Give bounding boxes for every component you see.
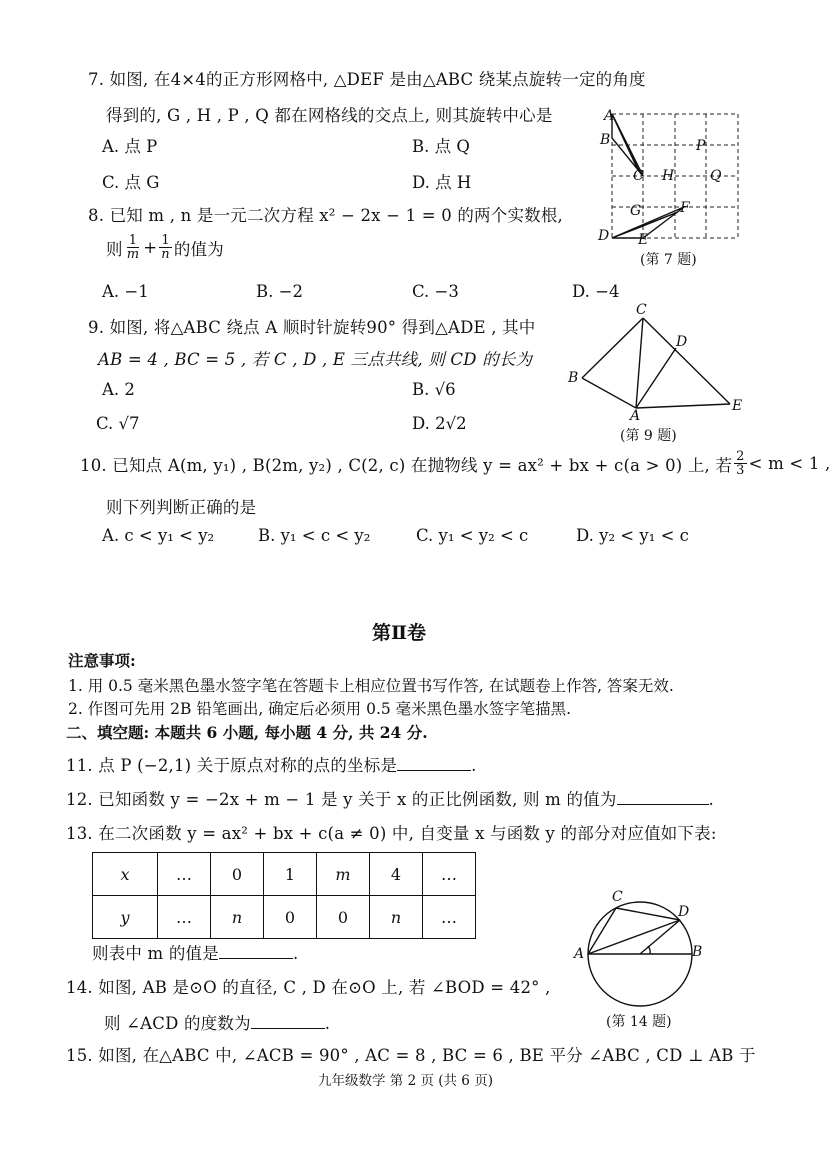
q14-label-c: C: [612, 889, 623, 905]
q8-option-a: A. −1: [102, 282, 149, 301]
table-cell: y: [93, 896, 158, 939]
q8-option-b: B. −2: [256, 282, 303, 301]
table-cell: 1: [264, 853, 317, 896]
q14-end: .: [324, 1014, 331, 1033]
q11-answer-blank[interactable]: [397, 770, 471, 771]
page-footer: 九年级数学 第 2 页 (共 6 页): [318, 1073, 493, 1089]
q11-line: [66, 752, 477, 776]
q8-option-c: C. −3: [412, 282, 459, 301]
q10-prefix: 10. 已知点 A(m, y₁) , B(2m, y₂) , C(2, c) 在抛物线 y = ax² + bx + c(a > 0) 上, 若: [80, 455, 733, 475]
q7-option-a: A. 点 P: [102, 137, 158, 156]
q12-text: 12. 已知函数 y = −2x + m − 1 是 y 关于 x 的正比例函数, 则 m 的值为: [66, 790, 617, 809]
table-cell: 4: [370, 853, 423, 896]
q14-label-d: D: [678, 904, 690, 920]
q9-option-a: A. 2: [102, 380, 135, 399]
q7-option-c: C. 点 G: [102, 173, 160, 192]
q11-text: 11. 点 P (−2,1) 关于原点对称的点的坐标是: [66, 756, 398, 775]
table-cell: m: [317, 853, 370, 896]
q8-option-d: D. −4: [572, 282, 620, 301]
table-cell: 0: [264, 896, 317, 939]
q7-label-p: P: [696, 138, 706, 154]
table-cell: 0: [211, 853, 264, 896]
q12-answer-blank[interactable]: [617, 804, 709, 805]
q9-label-a: A: [630, 408, 641, 424]
q10-line1: [80, 450, 830, 477]
q10-frac-den: 3: [736, 463, 745, 478]
q10-fraction: [734, 450, 746, 477]
q7-label-h: H: [662, 168, 675, 184]
table-cell: …: [423, 853, 476, 896]
q11-end: .: [471, 756, 477, 775]
table-row: [93, 896, 476, 939]
table-cell: n: [211, 896, 264, 939]
q9-line1: 9. 如图, 将△ABC 绕点 A 顺时针旋转90° 得到△ADE , 其中: [88, 318, 536, 337]
q12-end: .: [708, 790, 714, 809]
table-cell: …: [423, 896, 476, 939]
q9-caption: (第 9 题): [620, 428, 677, 444]
q14-label-b: B: [692, 944, 703, 960]
q9-triangle-figure: [580, 316, 743, 416]
q8-suffix: 的值为: [173, 239, 224, 259]
q8-line1: 8. 已知 m , n 是一元二次方程 x² − 2x − 1 = 0 的两个实数根,: [88, 206, 563, 225]
q14-caption: (第 14 题): [606, 1014, 672, 1030]
q7-line2: 得到的, G , H , P , Q 都在网格线的交点上, 则其旋转中心是: [106, 106, 553, 125]
q10-line2: 则下列判断正确的是: [106, 498, 257, 517]
q10-option-b: B. y₁ < c < y₂: [258, 526, 371, 545]
q7-label-d: D: [598, 228, 610, 244]
q12-line: [66, 786, 714, 810]
q10-option-a: A. c < y₁ < y₂: [102, 526, 215, 545]
q9-option-c: C. √7: [96, 414, 140, 433]
q8-plus: +: [143, 238, 158, 257]
q7-label-g: G: [630, 203, 642, 219]
q9-option-d: D. 2√2: [412, 414, 467, 433]
table-cell: 0: [317, 896, 370, 939]
q8-frac1-den: m: [126, 247, 140, 262]
table-cell: …: [158, 896, 211, 939]
q8-line2: [106, 234, 224, 261]
q10-suffix: < m < 1 ,: [748, 454, 830, 473]
q9-option-b: B. √6: [412, 380, 456, 399]
q7-label-f: F: [680, 200, 690, 216]
q7-label-e: E: [638, 232, 649, 248]
q13-end: .: [292, 944, 299, 963]
q10-option-c: C. y₁ < y₂ < c: [416, 526, 529, 545]
q13-after-text: 则表中 m 的值是: [92, 944, 219, 963]
q9-label-c: C: [636, 302, 647, 318]
q8-frac2-num: 1: [161, 233, 170, 248]
q10-option-d: D. y₂ < y₁ < c: [576, 526, 689, 545]
notes-title: 注意事项:: [68, 651, 136, 670]
q7-label-c: C: [633, 168, 644, 184]
note-1: 1. 用 0.5 毫米黑色墨水签字笔在答题卡上相应位置书写作答, 在试题卷上作答, 答案无效.: [68, 677, 674, 695]
q15-line1: 15. 如图, 在△ABC 中, ∠ACB = 90° , AC = 8 , BC = 6 , BE 平分 ∠ABC , CD ⊥ AB 于: [66, 1046, 756, 1065]
q13-line: 13. 在二次函数 y = ax² + bx + c(a ≠ 0) 中, 自变量 x 与函数 y 的部分对应值如下表:: [66, 824, 717, 843]
q9-label-d: D: [676, 334, 688, 350]
q13-value-table: [92, 852, 476, 939]
q8-frac1-num: 1: [128, 233, 138, 248]
q7-option-d: D. 点 H: [412, 173, 472, 192]
q8-prefix: 则: [106, 239, 123, 259]
q14-line2-row: [104, 1010, 330, 1034]
q7-label-q: Q: [710, 168, 722, 184]
section-title: 第Ⅱ卷: [372, 622, 427, 644]
table-cell: …: [158, 853, 211, 896]
table-row: [93, 853, 476, 896]
table-cell: n: [370, 896, 423, 939]
q13-after-line: [92, 940, 298, 964]
q10-frac-num: 2: [736, 449, 745, 464]
q8-fraction-1: [125, 234, 142, 261]
q8-frac2-den: n: [161, 247, 170, 262]
table-cell: x: [93, 853, 158, 896]
q9-label-e: E: [732, 398, 743, 414]
note-2: 2. 作图可先用 2B 铅笔画出, 确定后必须用 0.5 毫米黑色墨水签字笔描黑.: [68, 700, 572, 718]
q8-fraction-2: [159, 234, 172, 261]
q14-answer-blank[interactable]: [251, 1028, 325, 1029]
q7-option-b: B. 点 Q: [412, 137, 470, 156]
q7-line1: 7. 如图, 在4×4的正方形网格中, △DEF 是由△ABC 绕某点旋转一定的角度: [88, 70, 646, 89]
q7-label-a: A: [604, 108, 615, 124]
q7-caption: (第 7 题): [640, 252, 697, 268]
q14-line1: 14. 如图, AB 是⊙O 的直径, C , D 在⊙O 上, 若 ∠BOD = 42° ,: [66, 978, 551, 997]
q7-label-b: B: [600, 132, 611, 148]
q9-line2: AB = 4 , BC = 5 , 若 C , D , E 三点共线, 则 CD 的长为: [98, 350, 533, 369]
part2-heading: 二、填空题: 本题共 6 小题, 每小题 4 分, 共 24 分.: [66, 723, 428, 742]
q14-label-a: A: [574, 946, 585, 962]
q13-answer-blank[interactable]: [219, 958, 293, 959]
q14-line2: 则 ∠ACD 的度数为: [104, 1014, 251, 1033]
q9-label-b: B: [568, 370, 579, 386]
